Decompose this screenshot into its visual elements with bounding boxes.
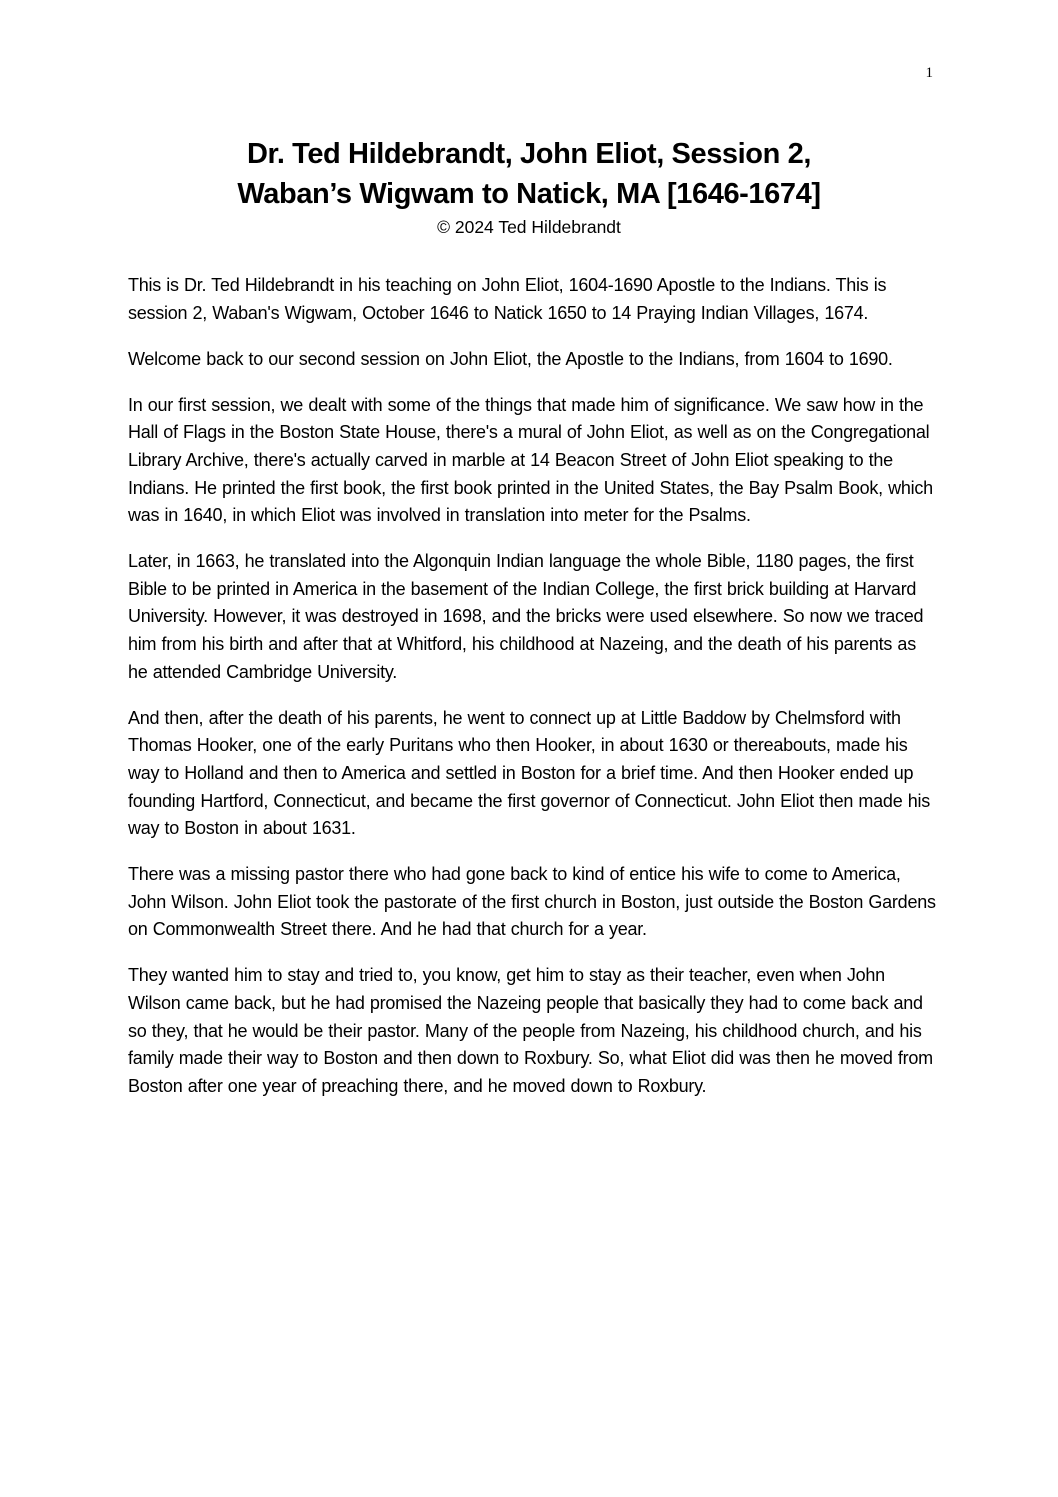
paragraph: There was a missing pastor there who had gone back to kind of entice his wife to come to America, John Wilson. John Eliot took the pastorate of the first church in Boston, just outside the Boston Gardens on Commonwealth Street there. And he had that church for a year.: [128, 864, 936, 940]
document-header: [100, 134, 958, 239]
paragraph: Welcome back to our second session on John Eliot, the Apostle to the Indians, from 1604 to 1690.: [128, 348, 893, 369]
document-title-line-2: Waban’s Wigwam to Natick, MA [1646-1674]: [237, 178, 821, 210]
paragraph: Later, in 1663, he translated into the Algonquin Indian language the whole Bible, 1180 pages, the first Bible to be printed in America in the basement of the Indian College, the first brick building at Harvard University. However, it was destroyed in 1698, and the bricks were used elsewhere. So now we traced him from his birth and after that at Whitford, his childhood at Nazeing, and the death of his parents as he attended Cambridge University.: [128, 551, 924, 682]
copyright-notice: © 2024 Ted Hildebrandt: [437, 217, 621, 237]
document-title-line-1: Dr. Ted Hildebrandt, John Eliot, Session 2,: [247, 138, 811, 170]
paragraph: And then, after the death of his parents, he went to connect up at Little Baddow by Chelmsford with Thomas Hooker, one of the early Puritans who then Hooker, in about 1630 or thereabouts, made his way to Holland and then to America and settled in Boston for a brief time. And then Hooker ended up founding Hartford, Connecticut, and became the first governor of Connecticut. John Eliot then made his way to Boston in about 1631.: [128, 707, 930, 839]
paragraph: They wanted him to stay and tried to, you know, get him to stay as their teacher, even when John Wilson came back, but he had promised the Nazeing people that basically they had to come back and so they, that he would be their pastor. Many of the people from Nazeing, his childhood church, and his family made their way to Boston and then down to Roxbury. So, what Eliot did was then he moved from Boston after one year of preaching there, and he moved down to Roxbury.: [128, 965, 933, 1096]
page-number: 1: [925, 65, 933, 81]
document-body: [128, 272, 940, 1119]
paragraph: This is Dr. Ted Hildebrandt in his teaching on John Eliot, 1604-1690 Apostle to the Indians. This is session 2, Waban's Wigwam, October 1646 to Natick 1650 to 14 Praying Indian Villages, 1674.: [128, 275, 887, 323]
paragraph: In our first session, we dealt with some of the things that made him of significance. We saw how in the Hall of Flags in the Boston State House, there's a mural of John Eliot, as well as on the Congregational Library Archive, there's actually carved in marble at 14 Beacon Street of John Eliot speaking to the Indians. He printed the first book, the first book printed in the United States, the Bay Psalm Book, which was in 1640, in which Eliot was involved in translation into meter for the Psalms.: [128, 394, 933, 526]
